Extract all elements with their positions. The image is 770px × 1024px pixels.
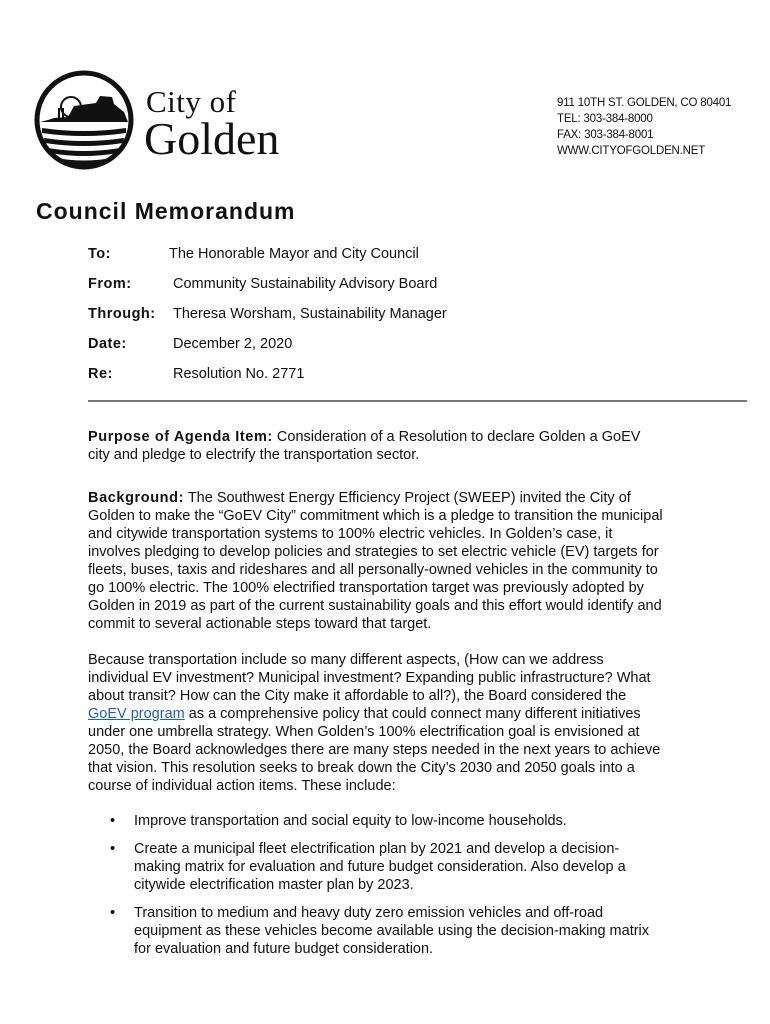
contact-fax: FAX: 303-384-8001: [557, 129, 654, 141]
header-through-label: Through:: [88, 306, 156, 322]
golden-city-seal-icon: [34, 70, 134, 170]
contact-tel: TEL: 303-384-8000: [557, 113, 653, 125]
header-from-label: From:: [88, 276, 132, 292]
para3-text-b: as a comprehensive policy that could connect many different initiatives under one umbrella strategy. When Golden’s 100% electrification goal is envisioned at 2050, the Board acknowledges there are many steps needed in the next years to achieve that vision. This resolution seeks to break down the City’s 2030 and 2050 goals into a course of individual action items. These include:: [88, 706, 661, 794]
background-label: Background:: [88, 490, 185, 506]
memo-title: Council Memorandum: [36, 198, 296, 224]
purpose-paragraph: [88, 428, 663, 464]
header-re-label: Re:: [88, 366, 113, 382]
header-divider: [88, 400, 747, 402]
header-re-value: Resolution No. 2771: [173, 366, 305, 382]
contact-address: 911 10TH ST. GOLDEN, CO 80401: [557, 97, 732, 109]
header-to-value: The Honorable Mayor and City Council: [169, 246, 419, 262]
bullet-icon: •: [110, 905, 116, 921]
header-from-value: Community Sustainability Advisory Board: [173, 276, 438, 292]
action-items-list: [88, 812, 663, 968]
list-item: [88, 840, 663, 894]
para3-text-a: Because transportation include so many different aspects, (How can we address individual EV investment? Municipal investment? Expanding public infrastructure? What about transit? How can the City make it affordable to all?), the Board considered the: [88, 652, 651, 704]
list-item: [88, 904, 663, 958]
header-to-label: To:: [88, 246, 111, 262]
header-date-label: Date:: [88, 336, 127, 352]
bullet-icon: •: [110, 813, 116, 829]
purpose-text: Consideration of a Resolution to declare Golden a GoEV city and pledge to electrify the transportation sector.: [88, 429, 641, 463]
header-date-value: December 2, 2020: [173, 336, 293, 352]
contact-block: [557, 95, 731, 159]
brand-city-of: City of: [146, 84, 237, 119]
background-paragraph: [88, 489, 663, 633]
list-item: [88, 812, 663, 830]
contact-web[interactable]: WWW.CITYOFGOLDEN.NET: [557, 145, 706, 157]
list-item-text: Transition to medium and heavy duty zero emission vehicles and off-road equipment as these vehicles become available using the decision-making matrix for evaluation and future budget consideration.: [134, 905, 650, 957]
brand-golden: Golden: [144, 113, 280, 164]
purpose-label: Purpose of Agenda Item:: [88, 429, 273, 445]
bullet-icon: •: [110, 841, 116, 857]
background-text: The Southwest Energy Efficiency Project (SWEEP) invited the City of Golden to make the “GoEV City” commitment which is a pledge to transition the municipal and citywide transportation systems to 100% electric vehicles. In Golden’s case, it involves pledging to develop policies and strategies to set electric vehicle (EV) targets for fleets, buses, taxis and rideshares and all personally-owned vehicles in the community to go 100% electric. The 100% electrified transportation target was previously adopted by Golden in 2019 as part of the current sustainability goals and this effort would identify and commit to several actionable steps toward that target.: [88, 490, 663, 632]
goev-program-link[interactable]: GoEV program: [88, 706, 185, 722]
header-through-value: Theresa Worsham, Sustainability Manager: [173, 306, 447, 322]
transportation-paragraph: [88, 651, 663, 795]
list-item-text: Improve transportation and social equity to low-income households.: [134, 813, 567, 829]
list-item-text: Create a municipal fleet electrification plan by 2021 and develop a decision-making matrix for evaluation and future budget consideration. Also develop a citywide electrification master plan by 2023.: [134, 841, 626, 893]
